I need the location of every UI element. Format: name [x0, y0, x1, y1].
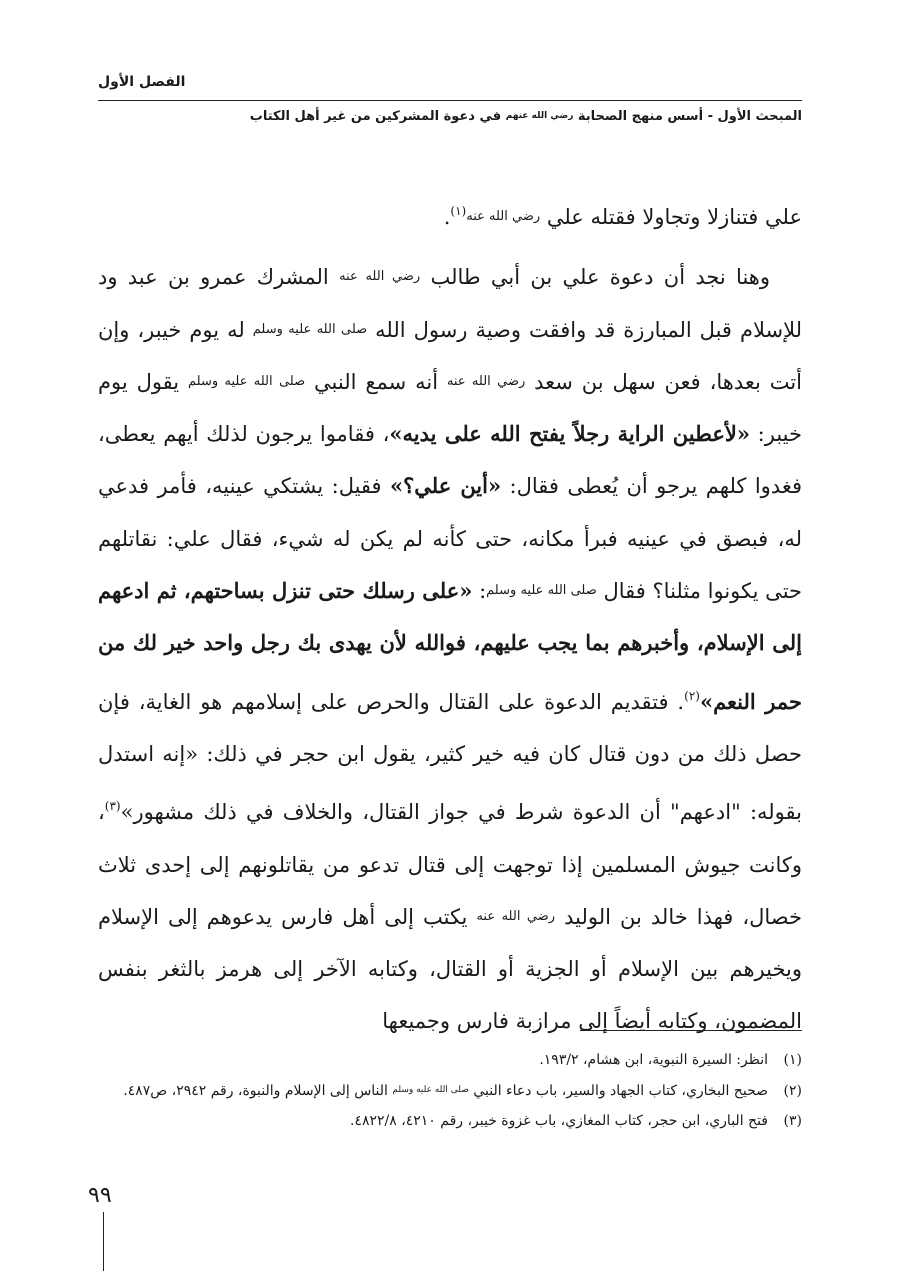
section-title-honorific: رضي الله عنهم — [505, 111, 574, 121]
p2-s1: وهنا نجد أن دعوة علي بن أبي طالب — [420, 265, 770, 290]
section-title — [98, 107, 802, 126]
footnotes — [98, 1045, 802, 1136]
p2-s11: يكتب إلى أهل فارس يدعوهم إلى الإسلام ويخيرهم بين الإسلام أو الجزية أو القتال، وكتابه الآخر إلى هرمز بالثغر بنفس المضمون، وكتابه أيضاً إلى مرازبة فارس وجميعها — [98, 904, 802, 1034]
paragraph-2 — [98, 251, 802, 1047]
p2-honorific-3: رضي الله عنه — [446, 373, 526, 389]
footnote-text: انظر: السيرة النبوية، ابن هشام، ١٩٣/٢. — [539, 1052, 768, 1068]
footnote-ref-3: (٣) — [104, 799, 121, 814]
p2-s6: ، فقاموا يرجون لذلك أيهم يعطى، فغدوا كلهم يرجو أن يُعطى فقال: — [98, 422, 802, 499]
p2-s7: فقيل: يشتكي عينيه، فأمر فدعي له، فبصق في عينيه فبرأ مكانه، حتى كأنه لم يكن له شيء، فقال علي: نقاتلهم حتى يكونوا مثلنا؟ فقال — [98, 474, 803, 604]
chapter-title-text: الفصل الأول — [98, 74, 186, 90]
hadith-quote-3: «على رسلك حتى تنزل بساحتهم، ثم ادعهم إلى الإسلام، وأخبرهم بما يجب عليهم، فوالله لأن يهدى بك رجل واحد خير لك من حمر النعم» — [98, 578, 802, 714]
p2-s9: . فتقديم الدعوة على القتال والحرص على إسلامهم هو الغاية، فإن حصل ذلك من دون قتال كان فيه خير كثير، يقول ابن حجر في ذلك: «إنه استدل بقوله: "ادعهم" أن الدعوة شرط في جواز القتال، والخلاف في ذلك مشهور» — [98, 689, 802, 825]
footnote-number: (١) — [783, 1052, 802, 1068]
hadith-quote-2: «أين علي؟» — [390, 473, 502, 499]
hadith-quote-1: «لأعطين الراية رجلاً يفتح الله على يديه» — [389, 421, 750, 447]
footnote-2 — [98, 1075, 802, 1106]
body-text — [98, 185, 802, 1048]
p1-honorific: رضي الله عنه — [466, 209, 541, 224]
section-title-before: المبحث الأول - أسس منهج الصحابة — [573, 109, 802, 124]
footnote-number: (٣) — [783, 1113, 802, 1129]
p2-s8: : — [472, 579, 487, 604]
footnote-3 — [98, 1106, 802, 1136]
p2-honorific-4: صلى الله عليه وسلم — [188, 373, 306, 389]
p2-s3: له يوم خيبر، وإن أتت بعدها، فعن سهل بن سعد — [98, 317, 803, 394]
p1-text: علي فتنازلا وتجاولا فقتله علي — [540, 205, 802, 229]
section-title-after: في دعوة المشركين من غير أهل الكتاب — [249, 109, 506, 124]
footnote-text-before: صحيح البخاري، كتاب الجهاد والسير، باب دعاء النبي — [468, 1083, 768, 1099]
p2-honorific-5: صلى الله عليه وسلم — [486, 583, 597, 599]
footnote-ref-1: (١) — [450, 204, 467, 218]
p2-honorific-1: رضي الله عنه — [339, 269, 421, 285]
footnote-number: (٢) — [783, 1083, 802, 1099]
p2-s10: ، وكانت جيوش المسلمين إذا توجهت إلى قتال تدعو من يقاتلونهم إلى إحدى ثلاث خصال، فهذا خالد بن الوليد — [98, 800, 802, 929]
page-header — [98, 72, 802, 126]
header-rule — [98, 100, 802, 101]
page-side-rule — [103, 1212, 104, 1271]
paragraph-1: علي فتنازلا وتجاولا فقتله علي رضي الله عنه$^{(١)}$. — [443, 204, 802, 229]
footnote-ref-2: (٢) — [684, 688, 700, 703]
page-number: ٩٩ — [88, 1183, 112, 1208]
p2-s4: أنه سمع النبي — [305, 369, 447, 394]
p2-honorific-2: صلى الله عليه وسلم — [252, 321, 368, 337]
footnote-1 — [98, 1045, 802, 1075]
footnote-honorific: صلى الله عليه وسلم — [392, 1085, 469, 1095]
p2-s2: المشرك عمرو بن عبد ود للإسلام قبل المبارزة قد وافقت وصية رسول الله — [98, 265, 803, 342]
footnote-text-after: الناس إلى الإسلام والنبوة، رقم ٢٩٤٢، ص٤٨٧. — [123, 1083, 393, 1099]
footnote-rule — [580, 1030, 802, 1031]
p2-honorific-6: رضي الله عنه — [476, 908, 556, 924]
footnote-text: فتح الباري، ابن حجر، كتاب المغازي، باب غزوة خيبر، رقم ٤٢١٠، ٤٨٢٢/٨. — [350, 1113, 768, 1129]
chapter-title — [98, 72, 802, 92]
p2-s5: يقول يوم خيبر: — [98, 369, 803, 447]
